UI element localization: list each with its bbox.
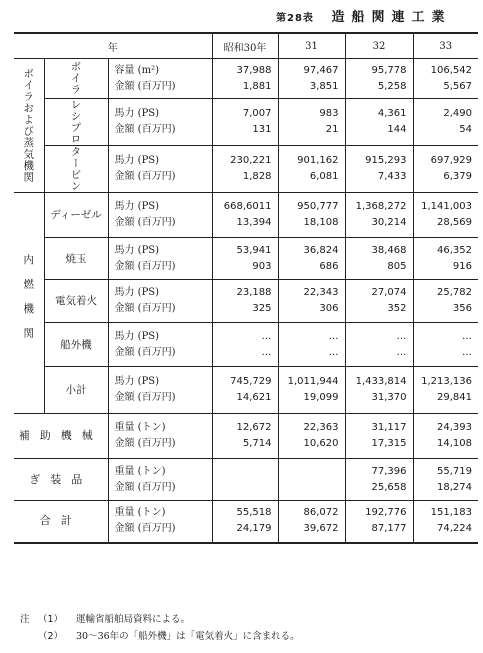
measure-label: 金額 (百万円) (114, 438, 176, 449)
value: 745,729 (230, 376, 272, 387)
measure-label: 金額 (百万円) (114, 346, 176, 358)
value: 77,396 (371, 465, 407, 477)
value-cell (413, 238, 478, 280)
value: 13,394 (236, 217, 272, 228)
row-label (44, 146, 108, 193)
value: 192,776 (365, 507, 407, 519)
value-cell (345, 280, 413, 323)
measure-label: 馬力 (PS) (114, 201, 160, 212)
note-item (20, 628, 300, 645)
value-cell (413, 501, 478, 543)
year-header: 昭和30年 (212, 33, 278, 59)
table-row (14, 414, 478, 459)
row-label (44, 59, 108, 99)
value: 25,658 (371, 481, 407, 493)
value-cell (278, 323, 345, 367)
value-cell (278, 501, 345, 543)
measure-cell (108, 367, 212, 414)
value-cell (413, 193, 478, 238)
note-item (20, 611, 300, 628)
value-cell (278, 59, 345, 99)
value: 3,851 (309, 80, 339, 92)
measure-cell (108, 501, 212, 543)
value-cell (212, 193, 278, 238)
value (279, 480, 345, 496)
row-label (44, 367, 108, 414)
note-text: 30〜36年の「船外機」は「電気着火」に含まれる。 (76, 631, 300, 642)
value: … (328, 346, 339, 358)
year-header: 31 (278, 33, 345, 59)
value: 915,293 (365, 155, 407, 166)
row-label-text: ディーゼル (50, 209, 102, 221)
value: 55,719 (437, 465, 472, 477)
value: 1,141,003 (421, 201, 472, 212)
value: 17,315 (371, 438, 407, 449)
table-row (14, 459, 478, 501)
table-row (14, 501, 478, 543)
row-label-text: ぎ装品 (29, 472, 93, 486)
value: 53,941 (236, 244, 272, 256)
group-label (14, 193, 44, 414)
value (279, 464, 345, 480)
value: 24,393 (437, 422, 472, 433)
measure-label: 金額 (百万円) (114, 217, 176, 228)
value-cell (413, 459, 478, 501)
value: 1,828 (242, 171, 272, 182)
value: 916 (452, 260, 472, 272)
value: … (261, 346, 272, 358)
value: 356 (452, 303, 472, 314)
value: 24,179 (236, 523, 272, 535)
value: … (328, 330, 339, 342)
value: 805 (387, 260, 407, 272)
value: 144 (387, 124, 407, 135)
group-label-text: 内燃機関 (22, 254, 35, 352)
value: 21 (325, 124, 339, 135)
row-label (44, 323, 108, 367)
value: 2,490 (443, 108, 472, 119)
row-label (44, 99, 108, 146)
measure-label: 金額 (百万円) (114, 392, 176, 403)
value-cell (212, 459, 278, 501)
value: 74,224 (437, 523, 472, 535)
value-cell (212, 501, 278, 543)
row-label (14, 414, 108, 459)
value: 901,162 (297, 155, 339, 166)
value-cell (212, 280, 278, 323)
measure-cell (108, 193, 212, 238)
value: 97,467 (303, 64, 339, 76)
value: 10,620 (303, 438, 339, 449)
value: 325 (252, 303, 272, 314)
row-label-text: 補助機械 (18, 429, 103, 442)
value: 1,011,944 (287, 376, 339, 387)
value: 5,258 (377, 80, 407, 92)
value-cell (212, 414, 278, 459)
row-label (44, 193, 108, 238)
value: 86,072 (303, 507, 339, 519)
value: 39,672 (303, 523, 339, 535)
value: 36,824 (303, 244, 339, 256)
value: 352 (387, 303, 407, 314)
value: 30,214 (371, 217, 407, 228)
measure-label: 馬力 (PS) (114, 376, 160, 387)
row-label (14, 459, 108, 501)
measure-label: 馬力 (PS) (114, 330, 160, 342)
value-cell (212, 323, 278, 367)
header-row (14, 33, 478, 59)
value: 151,183 (430, 507, 472, 519)
value: 29,841 (437, 392, 472, 403)
measure-cell (108, 459, 212, 501)
value (213, 480, 278, 496)
value: … (261, 330, 272, 342)
value-cell (345, 59, 413, 99)
value-cell (278, 280, 345, 323)
value: 1,433,814 (355, 376, 407, 387)
value: 14,621 (236, 392, 272, 403)
measure-cell (108, 238, 212, 280)
measure-label: 金額 (百万円) (114, 80, 176, 92)
value-cell (345, 367, 413, 414)
table-row (14, 238, 478, 280)
value: 28,569 (437, 217, 472, 228)
value-cell (278, 367, 345, 414)
value-cell (345, 323, 413, 367)
value-cell (212, 59, 278, 99)
table-row (14, 146, 478, 193)
value: 14,108 (437, 438, 472, 449)
measure-label: 馬力 (PS) (114, 155, 160, 166)
row-label-text: 焼玉 (65, 252, 87, 265)
group-label-text: ボイラおよび蒸気機関 (22, 68, 35, 183)
row-label-text: 合計 (39, 514, 82, 528)
measure-label: 重量 (トン) (114, 507, 166, 519)
row-label-text: ボイラ (69, 61, 82, 96)
value-cell (413, 280, 478, 323)
table-row (14, 193, 478, 238)
row-label (44, 280, 108, 323)
value: 697,929 (430, 155, 472, 166)
row-label-text: タービン (69, 146, 82, 192)
note-text: 運輸省船舶局資料による。 (76, 614, 191, 625)
value-cell (413, 59, 478, 99)
value: 25,782 (437, 287, 472, 298)
measure-label: 馬力 (PS) (114, 244, 160, 256)
value: 7,433 (377, 171, 407, 182)
measure-cell (108, 280, 212, 323)
value: 18,274 (437, 481, 472, 493)
value: 19,099 (303, 392, 339, 403)
value-cell (345, 146, 413, 193)
value: 95,778 (371, 64, 407, 76)
note-number: （2） (38, 631, 64, 642)
value-cell (212, 99, 278, 146)
measure-cell (108, 146, 212, 193)
value: 22,363 (303, 422, 339, 433)
measure-label: 金額 (百万円) (114, 171, 176, 182)
note-number: （1） (38, 614, 64, 625)
table-title (276, 6, 451, 27)
value: 1,368,272 (355, 201, 407, 212)
value: 55,518 (236, 507, 272, 519)
measure-label: 重量 (トン) (114, 465, 166, 477)
value: 6,379 (443, 171, 472, 182)
value: 230,221 (230, 155, 272, 166)
row-label-text: レシプロ (69, 99, 82, 145)
value-cell (413, 414, 478, 459)
value: 38,468 (371, 244, 407, 256)
table-number: 第28表 (276, 13, 314, 24)
value (213, 464, 278, 480)
value: 22,343 (303, 287, 339, 298)
value: 31,370 (371, 392, 407, 403)
value: 12,672 (236, 422, 272, 433)
value-cell (413, 367, 478, 414)
value: 686 (319, 260, 339, 272)
value: 106,542 (430, 64, 472, 76)
value: 27,074 (371, 287, 407, 298)
measure-label: 馬力 (PS) (114, 287, 160, 298)
value: 54 (459, 124, 472, 135)
value-cell (278, 238, 345, 280)
value-cell (212, 238, 278, 280)
year-header: 32 (345, 33, 413, 59)
value: 983 (319, 108, 339, 119)
measure-label: 金額 (百万円) (114, 481, 176, 493)
value: … (462, 346, 472, 358)
measure-label: 重量 (トン) (114, 422, 166, 433)
value: 5,567 (443, 80, 472, 92)
value-cell (345, 459, 413, 501)
value: 46,352 (437, 244, 472, 256)
value: 131 (252, 124, 272, 135)
value-cell (212, 146, 278, 193)
value: 5,714 (242, 438, 272, 449)
value: 31,117 (371, 422, 407, 433)
value: … (396, 330, 407, 342)
value: 903 (252, 260, 272, 272)
table-row (14, 323, 478, 367)
value: 23,188 (236, 287, 272, 298)
row-label-text: 船外機 (60, 338, 92, 351)
value: 6,081 (309, 171, 339, 182)
measure-label: 金額 (百万円) (114, 260, 176, 272)
group-label (14, 59, 44, 193)
row-label (44, 238, 108, 280)
value-cell (278, 193, 345, 238)
value-cell (345, 99, 413, 146)
value-cell (413, 146, 478, 193)
value: 87,177 (371, 523, 407, 535)
value: 18,108 (303, 217, 339, 228)
value: 306 (319, 303, 339, 314)
measure-cell (108, 323, 212, 367)
measure-cell (108, 59, 212, 99)
table-row (14, 99, 478, 146)
measure-label: 金額 (百万円) (114, 523, 176, 535)
table-name: 造船関連工業 (331, 10, 452, 25)
row-label (14, 501, 108, 543)
value-cell (345, 193, 413, 238)
value-cell (345, 414, 413, 459)
measure-cell (108, 414, 212, 459)
table-row (14, 280, 478, 323)
value: 1,213,136 (421, 376, 472, 387)
value: 7,007 (242, 108, 272, 119)
value: 1,881 (242, 80, 272, 92)
value: … (462, 330, 472, 342)
row-label-text: 電気着火 (55, 295, 97, 307)
notes (20, 611, 300, 645)
measure-label: 金額 (百万円) (114, 303, 176, 314)
value: 37,988 (236, 64, 272, 76)
value: 4,361 (377, 108, 407, 119)
value-cell (278, 459, 345, 501)
measure-label: 馬力 (PS) (114, 108, 160, 119)
value: 950,777 (297, 201, 339, 212)
note-lead: 注 (20, 614, 30, 625)
value: 668,6011 (223, 201, 272, 212)
value-cell (413, 99, 478, 146)
measure-cell (108, 99, 212, 146)
measure-label: 金額 (百万円) (114, 124, 176, 135)
year-label: 年 (14, 33, 212, 59)
value-cell (278, 99, 345, 146)
value-cell (345, 238, 413, 280)
row-label-text: 小計 (65, 384, 87, 396)
value-cell (413, 323, 478, 367)
value-cell (278, 414, 345, 459)
value-cell (345, 501, 413, 543)
value-cell (278, 146, 345, 193)
value-cell (212, 367, 278, 414)
table-row (14, 367, 478, 414)
shipbuilding-table (14, 32, 478, 544)
measure-label: 容量 (m²) (114, 64, 159, 76)
year-header: 33 (413, 33, 478, 59)
value: … (396, 346, 407, 358)
note-lead (20, 628, 38, 645)
table-row (14, 59, 478, 99)
